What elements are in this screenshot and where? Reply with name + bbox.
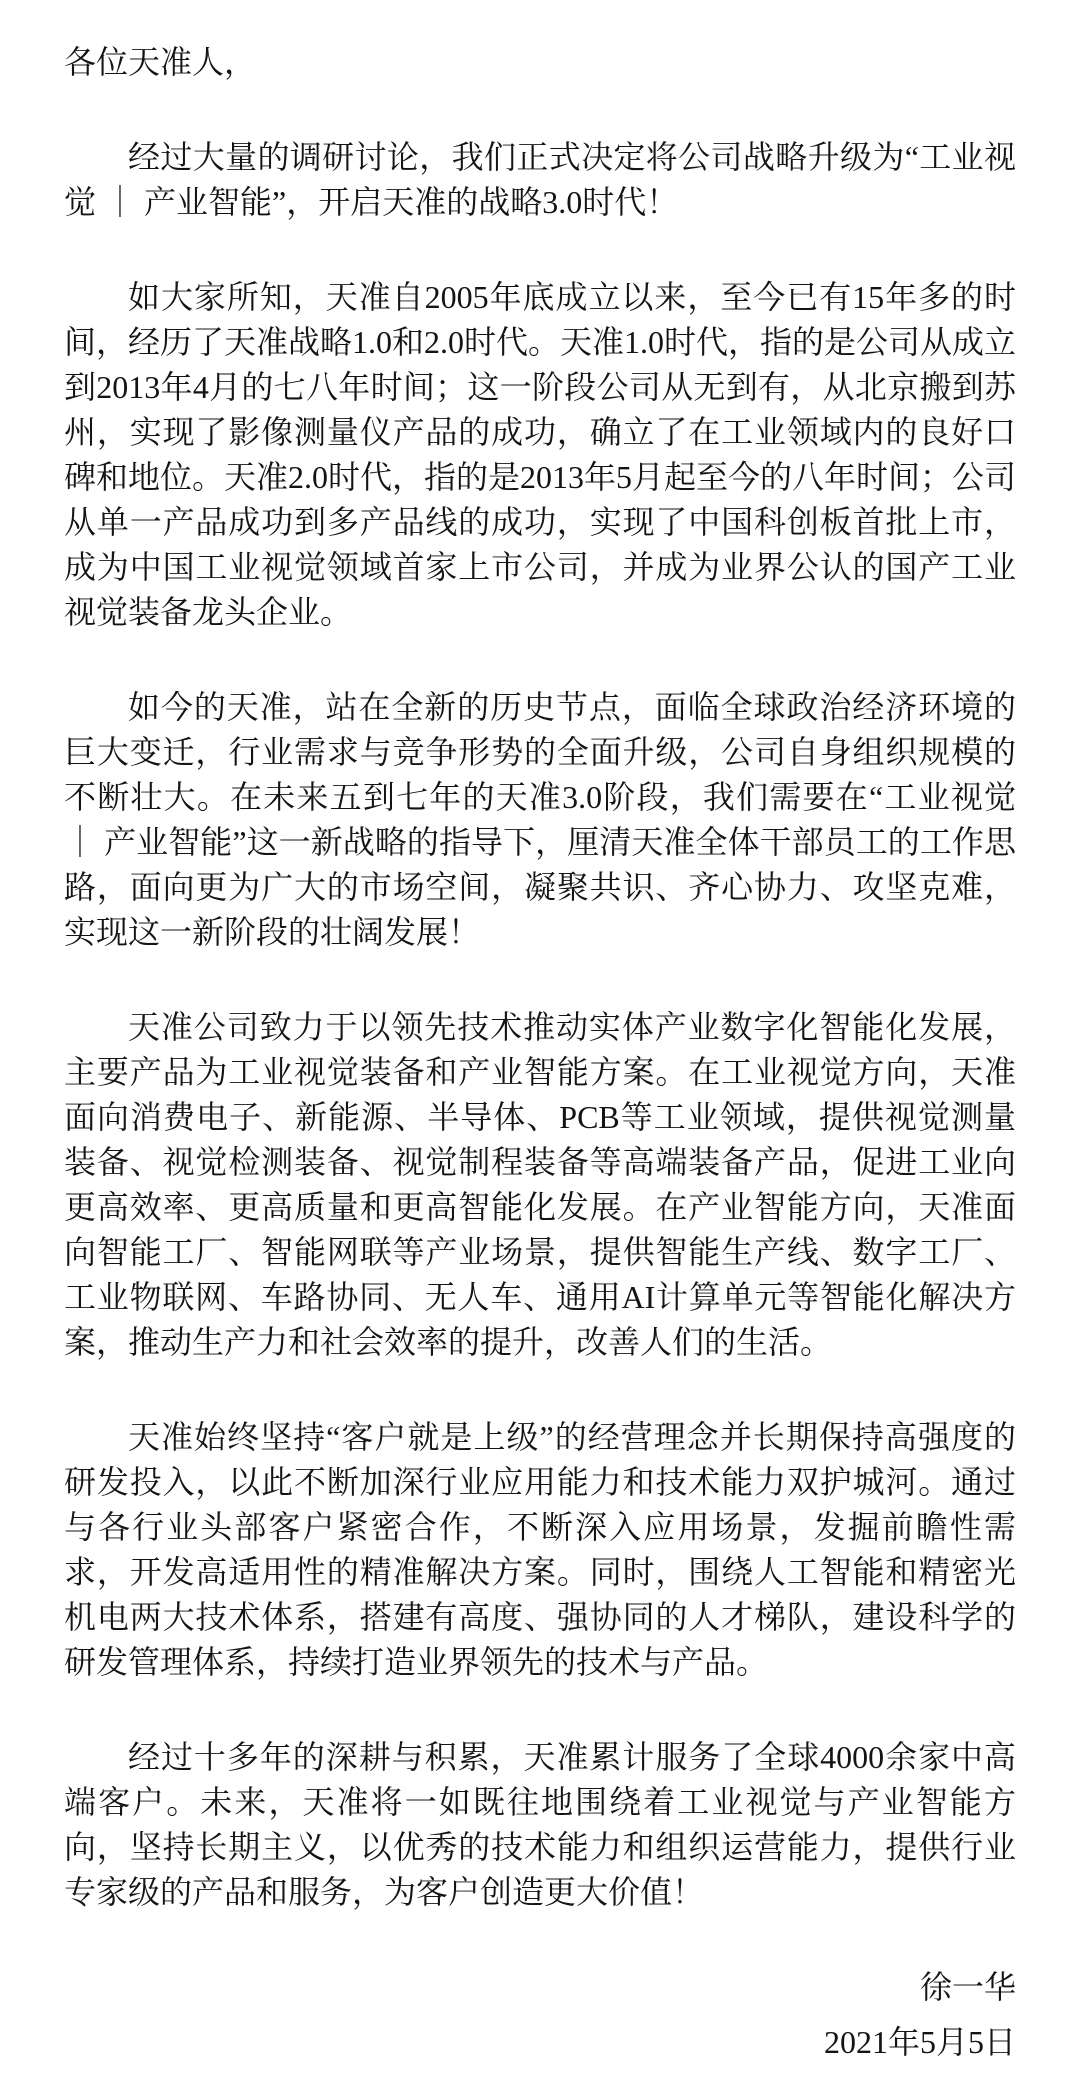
signature-block bbox=[64, 1965, 1016, 2065]
signature-name: 徐一华 bbox=[919, 1969, 1016, 2005]
body-paragraph: 如大家所知，天准自2005年底成立以来，至今已有15年多的时间，经历了天准战略1.0和2.0时代。天准1.0时代，指的是公司从成立到2013年4月的七八年时间；这一阶段公司从无到有，从北京搬到苏州，实现了影像测量仪产品的成功，确立了在工业领域内的良好口碑和地位。天准2.0时代，指的是2013年5月起至今的八年时间；公司从单一产品成功到多产品线的成功，实现了中国科创板首批上市，成为中国工业视觉领域首家上市公司，并成为业界公认的国产工业视觉装备龙头企业。 bbox=[64, 279, 1017, 630]
body-paragraph: 经过大量的调研讨论，我们正式决定将公司战略升级为“工业视觉 ｜ 产业智能”，开启天准的战略3.0时代！ bbox=[64, 139, 1016, 220]
body-paragraph: 天准始终坚持“客户就是上级”的经营理念并长期保持高强度的研发投入，以此不断加深行业应用能力和技术能力双护城河。通过与各行业头部客户紧密合作，不断深入应用场景，发掘前瞻性需求，开发高适用性的精准解决方案。同时，围绕人工智能和精密光机电两大技术体系，搭建有高度、强协同的人才梯队，建设科学的研发管理体系，持续打造业界领先的技术与产品。 bbox=[64, 1419, 1016, 1680]
body-paragraph: 如今的天准，站在全新的历史节点，面临全球政治经济环境的巨大变迁，行业需求与竞争形势的全面升级，公司自身组织规模的不断壮大。在未来五到七年的天准3.0阶段，我们需要在“工业视觉 ｜ 产业智能”这一新战略的指导下，厘清天准全体干部员工的工作思路，面向更为广大的市场空间，凝聚共识、齐心协力、攻坚克难，实现这一新阶段的壮阔发展！ bbox=[64, 689, 1016, 950]
signature-date: 2021年5月5日 bbox=[823, 2024, 1016, 2060]
body-paragraph: 天准公司致力于以领先技术推动实体产业数字化智能化发展，主要产品为工业视觉装备和产业智能方案。在工业视觉方向，天准面向消费电子、新能源、半导体、PCB等工业领域，提供视觉测量装备、视觉检测装备、视觉制程装备等高端装备产品，促进工业向更高效率、更高质量和更高智能化发展。在产业智能方向，天准面向智能工厂、智能网联等产业场景，提供智能生产线、数字工厂、工业物联网、车路协同、无人车、通用AI计算单元等智能化解决方案，推动生产力和社会效率的提升，改善人们的生活。 bbox=[64, 1009, 1016, 1360]
body-paragraph: 经过十多年的深耕与积累，天准累计服务了全球4000余家中高端客户。未来，天准将一如既往地围绕着工业视觉与产业智能方向，坚持长期主义，以优秀的技术能力和组织运营能力，提供行业专家级的产品和服务，为客户创造更大价值！ bbox=[64, 1739, 1016, 1910]
letter-greeting: 各位天准人， bbox=[64, 44, 257, 80]
